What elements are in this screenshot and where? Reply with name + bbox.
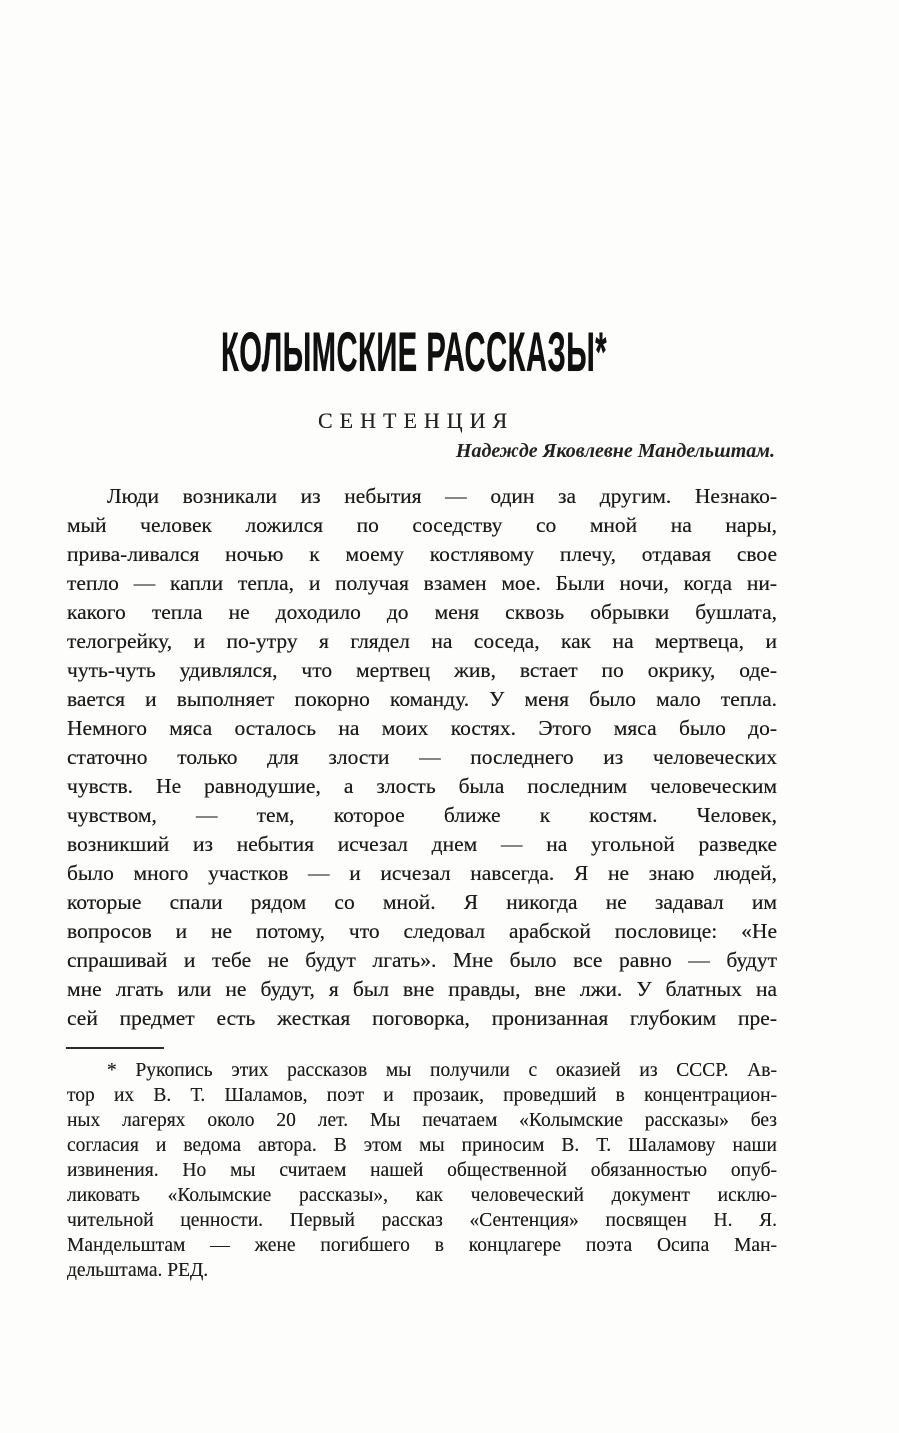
text-line: возникший из небытия исчезал днем — на угольной разведке bbox=[67, 832, 777, 856]
text-line: Немного мяса осталось на моих костях. Этого мяса было до- bbox=[67, 716, 777, 740]
text-line: мне лгать или не будут, я был вне правды, вне лжи. У блатных на bbox=[67, 977, 777, 1001]
book-title: КОЛЫМСКИЕ РАССКАЗЫ* bbox=[221, 320, 608, 383]
text-line: статочно только для злости — последнего из человеческих bbox=[67, 745, 777, 769]
text-line: вается и выполняет покорно команду. У меня было мало тепла. bbox=[67, 687, 777, 711]
footnote-line: ликовать «Колымские рассказы», как человеческий документ исклю- bbox=[67, 1185, 777, 1206]
footnote-line: ных лагерях около 20 лет. Мы печатаем «Колымские рассказы» без bbox=[67, 1110, 777, 1131]
footnote-divider bbox=[66, 1047, 164, 1049]
footnote-line: * Рукопись этих рассказов мы получили с оказией из СССР. Ав- bbox=[107, 1060, 777, 1081]
story-heading: СЕНТЕНЦИЯ bbox=[318, 408, 515, 433]
text-line: чуть-чуть удивлялся, что мертвец жив, встает по окрику, оде- bbox=[67, 658, 777, 682]
text-line: Люди возникали из небытия — один за другим. Незнако- bbox=[107, 484, 777, 508]
text-line: телогрейку, и по-утру я глядел на соседа, как на мертвеца, и bbox=[67, 629, 777, 653]
footnote-line: согласия и ведома автора. В этом мы приносим В. Т. Шаламову наши bbox=[67, 1135, 777, 1156]
text-line: чувств. Не равнодушие, а злость была последним человеческим bbox=[67, 774, 777, 798]
dedication: Надежде Яковлевне Мандельштам. bbox=[455, 440, 775, 462]
footnote bbox=[67, 1058, 777, 1283]
text-line: которые спали рядом со мной. Я никогда не задавал им bbox=[67, 890, 777, 914]
footnote-line: дельштама. РЕД. bbox=[67, 1260, 209, 1281]
text-line: вопросов и не потому, что следовал арабской пословице: «Не bbox=[67, 919, 777, 943]
text-line: спрашивай и тебе не будут лгать». Мне было все равно — будут bbox=[67, 948, 777, 972]
text-line: тепло — капли тепла, и получая взамен мое. Были ночи, когда ни- bbox=[67, 571, 777, 595]
story-body bbox=[67, 482, 777, 1033]
text-line: прива-ливался ночью к моему костлявому плечу, отдавая свое bbox=[67, 542, 777, 566]
text-line: сей предмет есть жесткая поговорка, пронизанная глубоким пре- bbox=[67, 1006, 777, 1030]
footnote-line: чительной ценности. Первый рассказ «Сентенция» посвящен Н. Я. bbox=[67, 1210, 777, 1231]
footnote-line: тор их В. Т. Шаламов, поэт и прозаик, проведший в концентрацион- bbox=[67, 1085, 777, 1106]
footnote-line: извинения. Но мы считаем нашей общественной обязанностью опуб- bbox=[67, 1160, 777, 1181]
text-line: было много участков — и исчезал навсегда. Я не знаю людей, bbox=[67, 861, 777, 885]
text-line: какого тепла не доходило до меня сквозь обрывки бушлата, bbox=[67, 600, 777, 624]
text-line: мый человек ложился по соседству со мной на нары, bbox=[67, 513, 777, 537]
text-line: чувством, — тем, которое ближе к костям. Человек, bbox=[67, 803, 777, 827]
footnote-line: Мандельштам — жене погибшего в концлагере поэта Осипа Ман- bbox=[67, 1235, 777, 1256]
